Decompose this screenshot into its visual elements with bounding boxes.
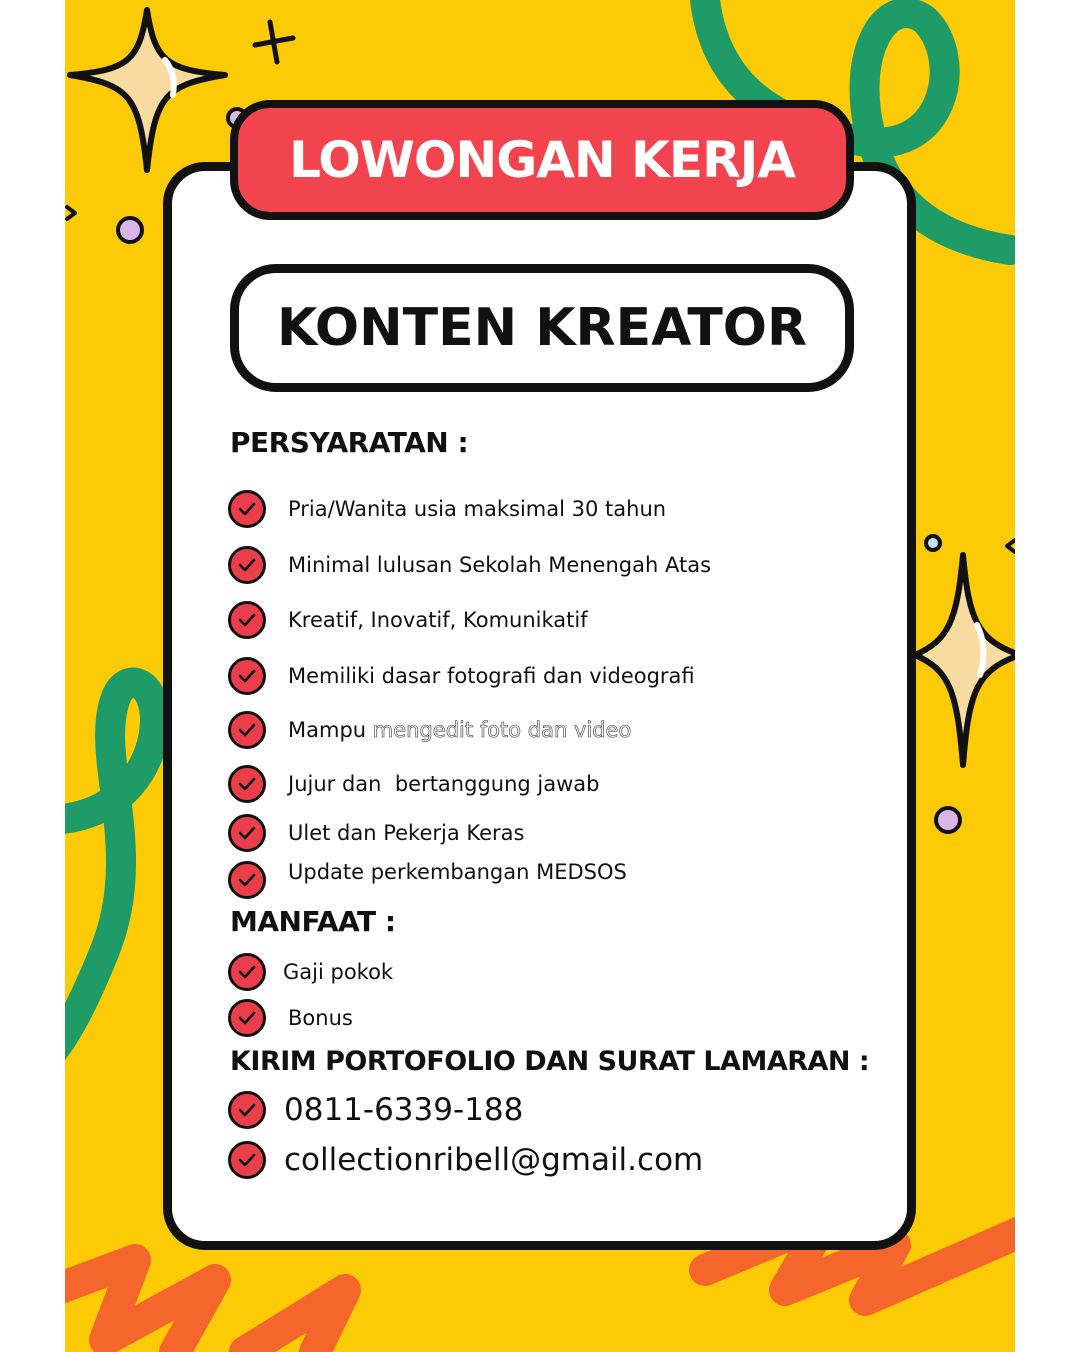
banner-title: LOWONGAN KERJA	[289, 131, 795, 189]
requirement-text-tail: mengedit foto dan video	[366, 718, 632, 742]
benefit-text: Bonus	[288, 1006, 353, 1030]
requirement-text: Ulet dan Pekerja Keras	[288, 821, 525, 845]
check-icon	[228, 765, 266, 803]
position-title: KONTEN KREATOR	[276, 298, 808, 358]
requirement-item	[228, 708, 631, 752]
check-icon	[228, 546, 266, 584]
check-icon	[228, 1091, 266, 1129]
email-address: collectionribell@gmail.com	[284, 1142, 704, 1178]
requirement-item	[228, 543, 711, 587]
circle-left	[118, 218, 142, 242]
requirement-item	[228, 598, 588, 642]
circle-right-small	[926, 536, 940, 550]
position-box	[230, 264, 854, 392]
banner	[230, 100, 854, 220]
contact-email	[228, 1138, 703, 1182]
contact-heading: KIRIM PORTOFOLIO DAN SURAT LAMARAN :	[230, 1046, 870, 1077]
requirement-text-start: Mampu	[288, 718, 367, 742]
requirement-item	[228, 811, 525, 855]
benefit-text: Gaji pokok	[283, 960, 394, 984]
requirement-item	[228, 762, 599, 806]
check-icon	[228, 601, 266, 639]
benefits-heading: MANFAAT :	[230, 905, 396, 938]
check-icon	[228, 1141, 266, 1179]
requirement-text: Minimal lulusan Sekolah Menengah Atas	[288, 553, 712, 577]
check-icon	[228, 861, 266, 899]
contact-phone	[228, 1088, 523, 1132]
benefit-item	[228, 996, 353, 1040]
requirement-text: Memiliki dasar fotografi dan videografi	[288, 664, 695, 688]
requirement-text: Kreatif, Inovatif, Komunikatif	[288, 608, 588, 632]
requirement-item	[228, 487, 666, 531]
requirement-item	[228, 654, 695, 698]
requirement-item	[228, 858, 627, 902]
requirement-text: Pria/Wanita usia maksimal 30 tahun	[288, 497, 667, 521]
benefit-item	[228, 950, 393, 994]
requirement-text	[288, 718, 631, 742]
check-icon	[228, 490, 266, 528]
requirement-text: Update perkembangan MEDSOS	[288, 860, 627, 884]
check-icon	[228, 711, 266, 749]
circle-right	[936, 808, 960, 832]
check-icon	[228, 657, 266, 695]
check-icon	[228, 999, 266, 1037]
requirements-heading: PERSYARATAN :	[230, 426, 469, 459]
check-icon	[228, 814, 266, 852]
job-poster	[65, 0, 1015, 1352]
requirement-text: Jujur dan bertanggung jawab	[288, 772, 600, 796]
check-icon	[228, 953, 266, 991]
phone-number: 0811-6339-188	[284, 1092, 524, 1128]
